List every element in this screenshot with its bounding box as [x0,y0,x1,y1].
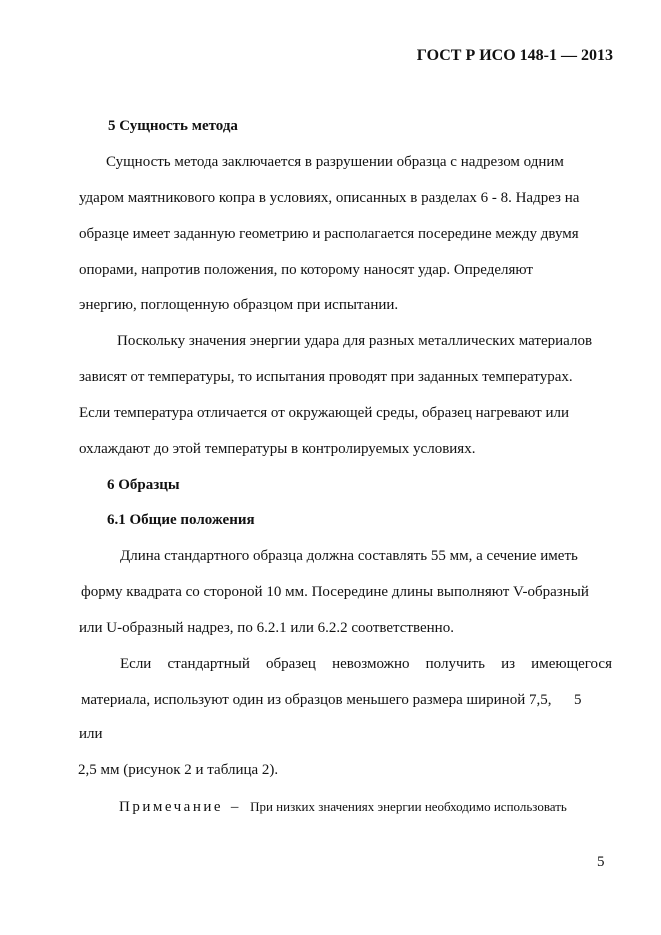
section-6-para2-line4: 2,5 мм (рисунок 2 и таблица 2). [78,762,279,778]
section-5-para2-line3: Если температура отличается от окружающей среды, образец нагревают или [79,405,569,421]
section-6-para2-line1: Если стандартный образец невозможно получить из имеющегося [120,656,612,672]
note-label: Примечание [119,799,224,815]
section-5-para1-line2: ударом маятникового копра в условиях, описанных в разделах 6 - 8. Надрез на [79,190,580,206]
standard-header: ГОСТ Р ИСО 148-1 — 2013 [416,47,613,64]
note [119,798,567,816]
section-5-para1-line3: образце имеет заданную геометрию и располагается посередине между двумя [79,226,579,242]
section-5-para1-line4: опорами, напротив положения, по которому наносят удар. Определяют [79,262,533,278]
note-dash: – [230,799,239,815]
page-number: 5 [597,854,605,870]
section-6-1-title: 6.1 Общие положения [107,512,255,528]
section-6-para1-line3: или U-образный надрез, по 6.2.1 или 6.2.2 соответственно. [79,620,454,636]
section-5-para2-line1: Поскольку значения энергии удара для разных металлических материалов [117,333,593,349]
section-5-title: 5 Сущность метода [108,118,238,134]
section-5-para1-line1: Сущность метода заключается в разрушении образца с надрезом одним [106,154,564,170]
section-6-para2-line2: материала, используют один из образцов меньшего размера шириной 7,5, 5 [81,692,582,708]
section-5-para2-line4: охлаждают до этой температуры в контролируемых условиях. [79,441,476,457]
section-5-para1-line5: энергию, поглощенную образцом при испытании. [79,297,399,313]
section-6-para1-line1: Длина стандартного образца должна составлять 55 мм, а сечение иметь [120,548,578,564]
section-6-para2-line3: или [79,726,103,742]
section-6-title: 6 Образцы [107,477,180,493]
section-5-para2-line2: зависят от температуры, то испытания проводят при заданных температурах. [79,369,573,385]
note-text: При низких значениях энергии необходимо использовать [250,799,567,814]
section-6-para1-line2: форму квадрата со стороной 10 мм. Посередине длины выполняют V-образный [81,584,589,600]
